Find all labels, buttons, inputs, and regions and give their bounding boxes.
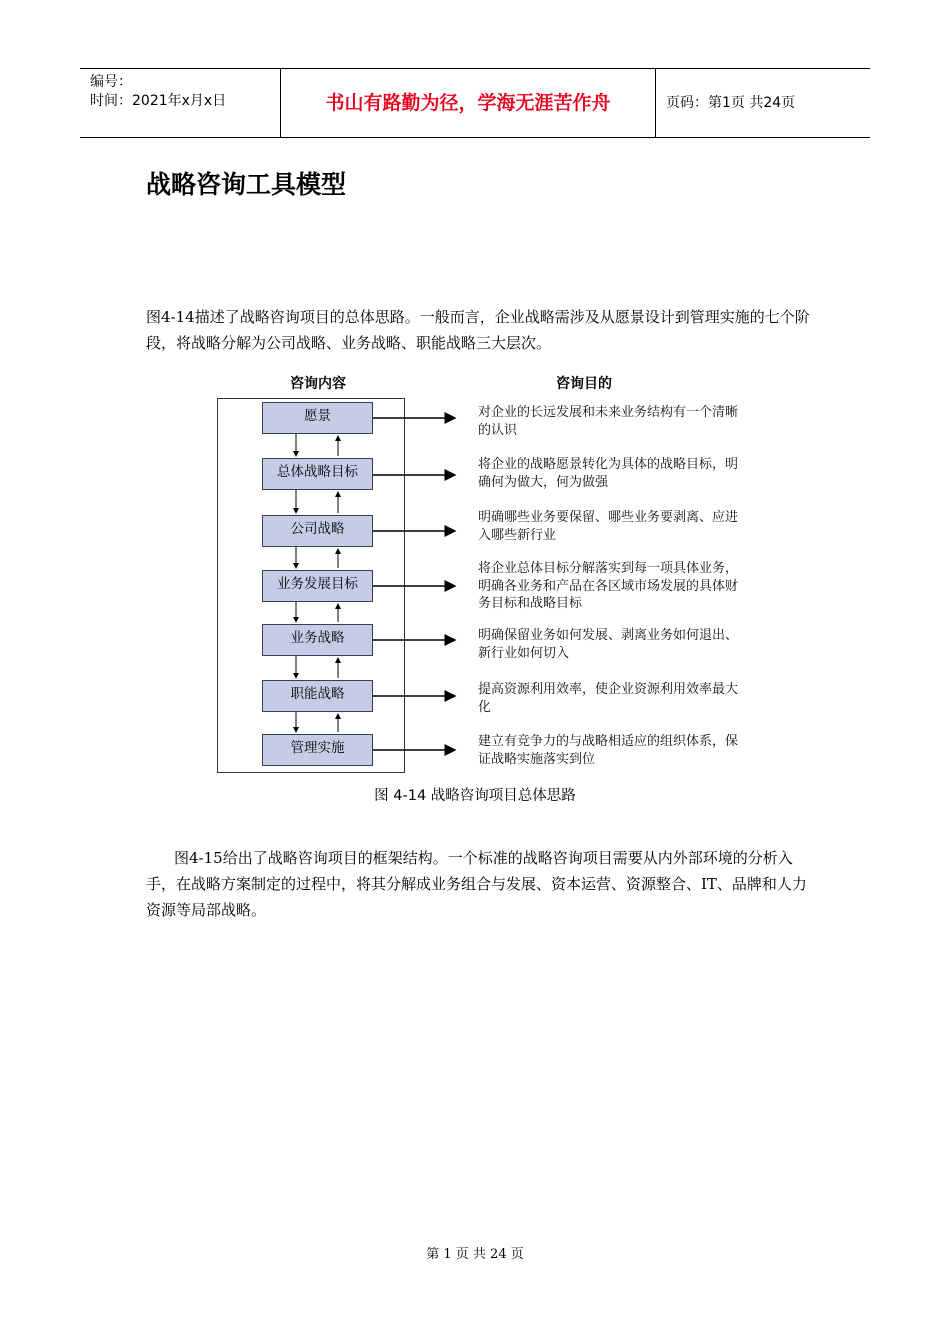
page-header xyxy=(80,68,870,138)
goal-text-corporate-strategy: 明确哪些业务要保留、哪些业务要剥离、应进入哪些新行业 xyxy=(478,510,739,543)
stage-box-business-goal: 业务发展目标 xyxy=(262,570,373,602)
page-count-label: 页码：第1页 共24页 xyxy=(666,95,796,111)
header-motto-cell xyxy=(280,69,656,137)
stage-box-corporate-strategy: 公司战略 xyxy=(262,515,373,547)
goal-text-implementation: 建立有竞争力的与战略相适应的组织体系，保证战略实施落实到位 xyxy=(478,734,739,767)
stage-box-business-strategy: 业务战略 xyxy=(262,624,373,656)
date-label: 时间：2021年x月x日 xyxy=(90,93,227,109)
goal-text-business-goal: 将企业总体目标分解落实到每一项具体业务，明确各业务和产品在各区域市场发展的具体财务目标和战略目标 xyxy=(478,561,739,611)
stage-box-overall-goal: 总体战略目标 xyxy=(262,458,373,490)
stage-box-implementation: 管理实施 xyxy=(262,734,373,766)
motto-text: 书山有路勤为径，学海无涯苦作舟 xyxy=(325,92,611,114)
goal-text-business-strategy: 明确保留业务如何发展、剥离业务如何退出、新行业如何切入 xyxy=(478,628,739,661)
goal-text-vision: 对企业的长远发展和未来业务结构有一个清晰的认识 xyxy=(478,405,739,438)
paragraph-intro: 图4-14描述了战略咨询项目的总体思路。一般而言，企业战略需涉及从愿景设计到管理实施的七个阶段，将战略分解为公司战略、业务战略、职能战略三大层次。 xyxy=(146,308,810,352)
page-footer: 第 1 页 共 24 页 xyxy=(426,1247,524,1262)
goal-text-overall-goal: 将企业的战略愿景转化为具体的战略目标，明确何为做大，何为做强 xyxy=(478,457,739,490)
document-title: 战略咨询工具模型 xyxy=(146,170,347,199)
column-header-purpose: 咨询目的 xyxy=(556,376,612,392)
stage-box-vision: 愿景 xyxy=(262,402,373,434)
goal-text-functional-strategy: 提高资源利用效率，使企业资源利用效率最大化 xyxy=(478,682,739,715)
header-page-cell xyxy=(656,69,870,137)
header-info-cell xyxy=(80,69,280,137)
figure-caption: 图 4-14 战略咨询项目总体思路 xyxy=(374,788,576,804)
stage-box-functional-strategy: 职能战略 xyxy=(262,680,373,712)
column-header-content: 咨询内容 xyxy=(290,376,346,392)
paragraph-framework: 图4-15给出了战略咨询项目的框架结构。一个标准的战略咨询项目需要从内外部环境的分析入手，在战略方案制定的过程中，将其分解成业务组合与发展、资本运营、资源整合、IT、品牌和人力资源等局部战略。 xyxy=(146,849,807,919)
number-label: 编号： xyxy=(90,74,132,90)
